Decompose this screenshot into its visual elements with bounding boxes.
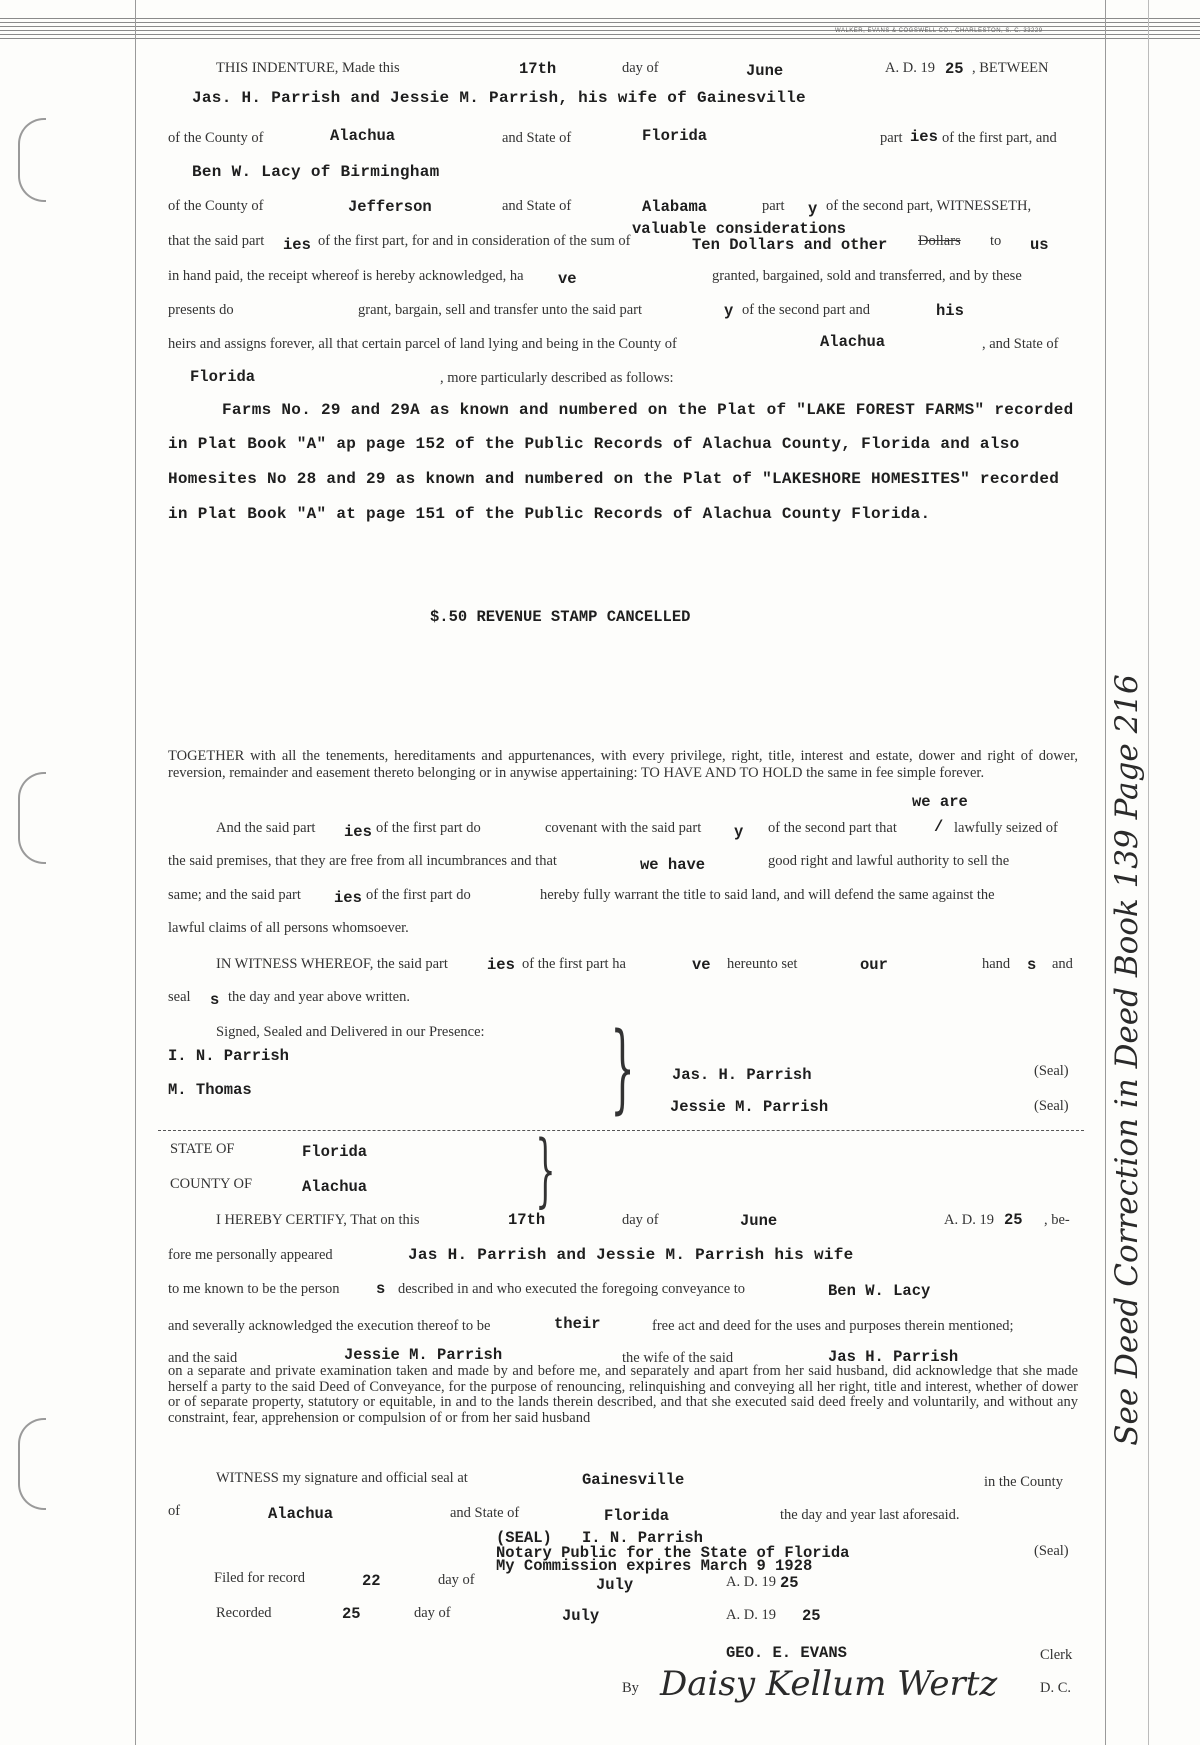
witness-name: M. Thomas bbox=[168, 1081, 252, 1099]
label: the wife of the said bbox=[622, 1350, 734, 1366]
suffix: y bbox=[724, 302, 734, 320]
suffix: ies bbox=[344, 823, 372, 841]
label: lawful claims of all persons whomsoever. bbox=[168, 920, 409, 936]
deputy-clerk-signature: Daisy Kellum Wertz bbox=[660, 1664, 998, 1704]
label: seal bbox=[168, 989, 191, 1005]
suffix: y bbox=[734, 823, 744, 841]
recorded-day: 25 bbox=[342, 1605, 361, 1623]
label: of the first part, and bbox=[942, 130, 1057, 146]
printer-line: WALKER, EVANS & COGSWELL CO., CHARLESTON, S. C. 33229 bbox=[835, 28, 1043, 34]
label: And the said part bbox=[216, 820, 316, 836]
binding-hole-mark bbox=[18, 772, 46, 864]
label: and State of bbox=[502, 130, 572, 146]
label: part bbox=[762, 198, 785, 214]
label: , and State of bbox=[982, 336, 1059, 352]
suffix: y bbox=[808, 200, 818, 218]
ack-month: June bbox=[740, 1212, 778, 1230]
witness-name: I. N. Parrish bbox=[168, 1047, 289, 1065]
header-rule bbox=[0, 34, 1200, 35]
label: A. D. 19 bbox=[885, 60, 935, 76]
label: and severally acknowledged the execution thereof to be bbox=[168, 1318, 491, 1334]
description-line: Farms No. 29 and 29A as known and numbered on the Plat of "LAKE FOREST FARMS" recorded bbox=[222, 401, 1074, 419]
suffix: ies bbox=[910, 128, 938, 146]
indenture-day: 17th bbox=[519, 60, 557, 78]
label: in hand paid, the receipt whereof is hereby acknowledged, ha bbox=[168, 268, 524, 284]
description-line: Homesites No 28 and 29 as known and numbered on the Plat of "LAKESHORE HOMESITES" recorded bbox=[168, 470, 1060, 488]
right-edge-line bbox=[1148, 0, 1149, 1745]
separate-examination-paragraph: on a separate and private examination taken and made by and before me, and separately and apart from her said husband, did acknowledge that she made herself a party to the said Deed of Conveyance, for the purpose of renouncing, relinquishing and conveying all her right, title and interest, whether of dower or of separate property, statutory or equitable, in and to the lands therein described, and that she executed said deed freely and voluntarily, and without any constraint, fear, apprehension or compulsion of or from her said husband bbox=[168, 1363, 1078, 1426]
label: hereby fully warrant the title to said land, and will defend the same against the bbox=[540, 887, 995, 903]
label: covenant with the said part bbox=[545, 820, 702, 836]
left-margin-line bbox=[135, 0, 136, 1745]
label: hereunto set bbox=[727, 956, 798, 972]
consideration-sum: Ten Dollars and other bbox=[692, 236, 888, 254]
label: of the County of bbox=[168, 130, 264, 146]
label: By bbox=[622, 1680, 639, 1696]
suffix: s bbox=[376, 1280, 386, 1298]
suffix: s bbox=[210, 991, 220, 1009]
label: of the first part do bbox=[376, 820, 481, 836]
ack-grantee: Ben W. Lacy bbox=[828, 1282, 931, 1300]
label: to me known to be the person bbox=[168, 1281, 340, 1297]
ack-year: 25 bbox=[1004, 1211, 1023, 1229]
label: and State of bbox=[502, 198, 572, 214]
right-margin-line bbox=[1105, 0, 1106, 1745]
ack-place: Gainesville bbox=[582, 1471, 685, 1489]
header-rule bbox=[0, 26, 1200, 27]
seal-label: (Seal) bbox=[1034, 1098, 1069, 1114]
label: good right and lawful authority to sell the bbox=[768, 853, 1010, 869]
first-parties: Jas. H. Parrish and Jessie M. Parrish, his wife of Gainesville bbox=[192, 89, 806, 107]
consideration-above: valuable considerations bbox=[632, 220, 846, 238]
label: , be- bbox=[1044, 1212, 1070, 1228]
witness-our: our bbox=[860, 956, 888, 974]
ack-wife: Jessie M. Parrish bbox=[344, 1346, 503, 1364]
seal-label: (Seal) bbox=[1034, 1543, 1069, 1559]
label: to bbox=[990, 233, 1002, 249]
label: the day and year above written. bbox=[228, 989, 410, 1005]
label: STATE OF bbox=[170, 1141, 235, 1157]
first-county: Alachua bbox=[330, 127, 396, 145]
label: grant, bargain, sell and transfer unto the said part bbox=[358, 302, 643, 318]
suffix: ies bbox=[334, 889, 362, 907]
label: heirs and assigns forever, all that certain parcel of land lying and being in the County of bbox=[168, 336, 677, 352]
label: day of bbox=[622, 1212, 659, 1228]
label: part bbox=[880, 130, 903, 146]
indenture-intro: THIS INDENTURE, Made this bbox=[216, 60, 400, 76]
second-county: Jefferson bbox=[348, 198, 432, 216]
second-state: Alabama bbox=[642, 198, 708, 216]
first-state: Florida bbox=[642, 127, 708, 145]
ack-county: Alachua bbox=[302, 1178, 368, 1196]
label: of the first part ha bbox=[522, 956, 626, 972]
indenture-month: June bbox=[746, 62, 784, 80]
notary-name: I. N. Parrish bbox=[582, 1529, 703, 1547]
suffix: s bbox=[1027, 956, 1037, 974]
filed-year: 25 bbox=[780, 1574, 799, 1592]
label: Recorded bbox=[216, 1605, 272, 1621]
signature-brace: } bbox=[610, 1012, 635, 1124]
revenue-stamp-note: $.50 REVENUE STAMP CANCELLED bbox=[430, 608, 691, 626]
label: fore me personally appeared bbox=[168, 1247, 333, 1263]
together-paragraph: TOGETHER with all the tenements, hereditaments and appurtenances, with every privilege, right, title, interest and estate, dower and right of dower, reversion, remainder and easement thereto belonging or in anywise appertaining: TO HAVE AND TO HOLD the same in fee simple forever. bbox=[168, 748, 1078, 781]
label: that the said part bbox=[168, 233, 265, 249]
label: the day and year last aforesaid. bbox=[780, 1507, 960, 1523]
label: same; and the said part bbox=[168, 887, 301, 903]
label: and the said bbox=[168, 1350, 238, 1366]
label: lawfully seized of bbox=[954, 820, 1058, 836]
suffix: ies bbox=[487, 956, 515, 974]
label: COUNTY OF bbox=[170, 1176, 253, 1192]
header-rule bbox=[0, 22, 1200, 23]
label: day of bbox=[414, 1605, 451, 1621]
dollars-struck: Dollars bbox=[918, 233, 961, 249]
label: and State of bbox=[450, 1505, 520, 1521]
section-separator bbox=[158, 1130, 1084, 1131]
suffix: ve bbox=[558, 270, 577, 288]
label: free act and deed for the uses and purposes therein mentioned; bbox=[652, 1318, 1014, 1334]
ack-appeared: Jas H. Parrish and Jessie M. Parrish his wife bbox=[408, 1246, 854, 1264]
indenture-year: 25 bbox=[945, 60, 964, 78]
notary-seal: (SEAL) bbox=[496, 1529, 552, 1547]
grantor-signature: Jessie M. Parrish bbox=[670, 1098, 829, 1116]
grantor-signature: Jas. H. Parrish bbox=[672, 1066, 812, 1084]
label: day of bbox=[622, 60, 659, 76]
second-party: Ben W. Lacy of Birmingham bbox=[192, 163, 440, 181]
label: the said premises, that they are free from all incumbrances and that bbox=[168, 853, 557, 869]
notary-title: Notary Public for the State of Florida bbox=[496, 1544, 850, 1562]
label: of bbox=[168, 1503, 181, 1519]
label: presents do bbox=[168, 302, 234, 318]
label: A. D. 19 bbox=[944, 1212, 994, 1228]
label: of the first part, for and in consideration of the sum of bbox=[318, 233, 631, 249]
label: of the first part do bbox=[366, 887, 471, 903]
label: day of bbox=[438, 1572, 475, 1588]
description-line: in Plat Book "A" ap page 152 of the Public Records of Alachua County, Florida and also bbox=[168, 435, 1020, 453]
notary-commission: My Commission expires March 9 1928 bbox=[496, 1557, 813, 1575]
ack-state2: Florida bbox=[604, 1507, 670, 1525]
header-rule bbox=[0, 38, 1200, 39]
ack-state: Florida bbox=[302, 1143, 368, 1161]
presence-label: Signed, Sealed and Delivered in our Presence: bbox=[216, 1024, 485, 1040]
recorded-year: 25 bbox=[802, 1607, 821, 1625]
description-line: in Plat Book "A" at page 151 of the Public Records of Alachua County Florida. bbox=[168, 505, 931, 523]
clerk-name: GEO. E. EVANS bbox=[726, 1644, 847, 1662]
deed-correction-margin-note: See Deed Correction in Deed Book 139 Page 216 bbox=[1109, 674, 1145, 1446]
label: granted, bargained, sold and transferred, and by these bbox=[712, 268, 1022, 284]
we-have: we have bbox=[640, 856, 706, 874]
suffix: ve bbox=[692, 956, 711, 974]
label: Filed for record bbox=[214, 1570, 305, 1586]
slash-mark: / bbox=[934, 818, 944, 836]
label: hand bbox=[982, 956, 1011, 972]
ack-husband: Jas H. Parrish bbox=[828, 1348, 959, 1366]
seal-label: (Seal) bbox=[1034, 1063, 1069, 1079]
label: of the second part, WITNESSETH, bbox=[826, 198, 1032, 214]
consideration-to: us bbox=[1030, 236, 1049, 254]
header-rule bbox=[0, 18, 1200, 19]
filed-month: July bbox=[596, 1576, 634, 1594]
label: described in and who executed the foregoing conveyance to bbox=[398, 1281, 746, 1297]
label: of the second part that bbox=[768, 820, 897, 836]
ack-brace: } bbox=[535, 1123, 556, 1216]
binding-hole-mark bbox=[18, 1418, 46, 1510]
land-state: Florida bbox=[190, 368, 256, 386]
label: , more particularly described as follows: bbox=[440, 370, 674, 386]
label: , BETWEEN bbox=[972, 60, 1049, 76]
ack-their: their bbox=[554, 1315, 601, 1333]
binding-hole-mark bbox=[18, 118, 46, 202]
label: D. C. bbox=[1040, 1680, 1072, 1696]
label: A. D. 19 bbox=[726, 1574, 776, 1590]
presents-pronoun: his bbox=[936, 302, 964, 320]
label: of the County of bbox=[168, 198, 264, 214]
label: and bbox=[1052, 956, 1073, 972]
label: I HEREBY CERTIFY, That on this bbox=[216, 1212, 420, 1228]
label: of the second part and bbox=[742, 302, 871, 318]
label: WITNESS my signature and official seal at bbox=[216, 1470, 468, 1486]
label: in the County bbox=[984, 1474, 1063, 1490]
ack-county2: Alachua bbox=[268, 1505, 334, 1523]
label: A. D. 19 bbox=[726, 1607, 776, 1623]
ack-day: 17th bbox=[508, 1211, 546, 1229]
land-county: Alachua bbox=[820, 333, 886, 351]
recorded-month: July bbox=[562, 1607, 600, 1625]
label: Clerk bbox=[1040, 1647, 1073, 1663]
suffix: ies bbox=[283, 236, 311, 254]
we-are: we are bbox=[912, 793, 968, 811]
filed-day: 22 bbox=[362, 1572, 381, 1590]
label: IN WITNESS WHEREOF, the said part bbox=[216, 956, 448, 972]
